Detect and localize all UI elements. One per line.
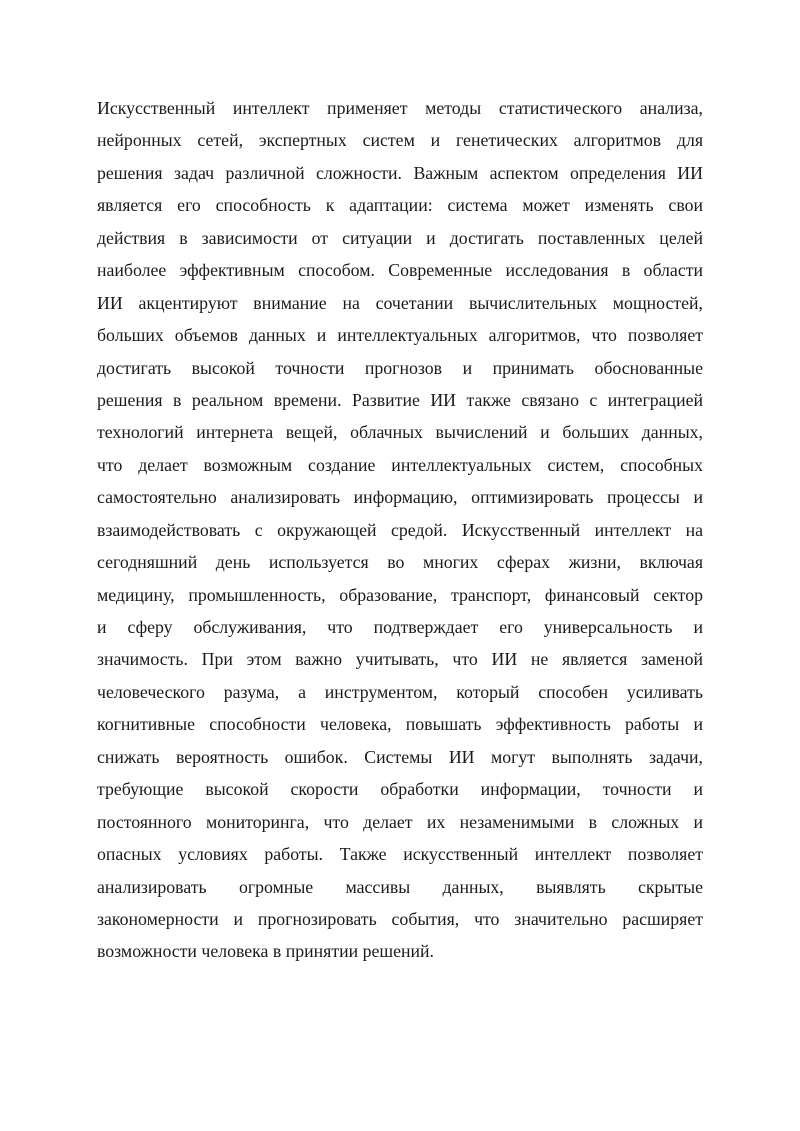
paragraph-line: Искусственный интеллект применяет методы статистического анализа,	[97, 98, 703, 118]
paragraph-line: анализировать огромные массивы данных, выявлять скрытые	[97, 876, 703, 897]
paragraph-line: что делает возможным создание интеллектуальных систем, способных	[97, 454, 703, 475]
paragraph-line: наиболее эффективным способом. Современные исследования в области	[97, 260, 703, 281]
paragraph-line: требующие высокой скорости обработки информации, точности и	[97, 779, 703, 800]
paragraph-line: самостоятельно анализировать информацию, оптимизировать процессы и	[97, 487, 703, 508]
paragraph-line: когнитивные способности человека, повышать эффективность работы и	[97, 714, 703, 735]
paragraph-line: человеческого разума, а инструментом, который способен усиливать	[97, 681, 703, 702]
paragraph-line: снижать вероятность ошибок. Системы ИИ могут выполнять задачи,	[97, 746, 703, 767]
paragraph-line: технологий интернета вещей, облачных вычислений и больших данных,	[97, 422, 703, 443]
paragraph-line: решения задач различной сложности. Важным аспектом определения ИИ	[97, 162, 703, 183]
paragraph-line: решения в реальном времени. Развитие ИИ также связано с интеграцией	[97, 389, 703, 410]
paragraph-line: действия в зависимости от ситуации и достигать поставленных целей	[97, 227, 703, 248]
paragraph-line: больших объемов данных и интеллектуальных алгоритмов, что позволяет	[97, 325, 703, 346]
paragraph-line: является его способность к адаптации: система может изменять свои	[97, 195, 703, 216]
body-paragraph	[97, 92, 703, 968]
paragraph-line: и сферу обслуживания, что подтверждает его универсальность и	[97, 617, 703, 637]
paragraph-line: значимость. При этом важно учитывать, что ИИ не является заменой	[97, 649, 703, 670]
paragraph-line: сегодняшний день используется во многих сферах жизни, включая	[97, 552, 703, 573]
paragraph-line: постоянного мониторинга, что делает их незаменимыми в сложных и	[97, 811, 703, 832]
paragraph-line: возможности человека в принятии решений.	[97, 941, 434, 962]
paragraph-line: достигать высокой точности прогнозов и принимать обоснованные	[97, 357, 703, 378]
paragraph-line: ИИ акцентируют внимание на сочетании вычислительных мощностей,	[97, 292, 703, 313]
paragraph-line: медицину, промышленность, образование, транспорт, финансовый сектор	[97, 584, 703, 605]
paragraph-line: нейронных сетей, экспертных систем и генетических алгоритмов для	[97, 130, 703, 151]
paragraph-line: закономерности и прогнозировать события, что значительно расширяет	[97, 908, 703, 929]
paragraph-line: опасных условиях работы. Также искусственный интеллект позволяет	[97, 844, 703, 865]
paragraph-line: взаимодействовать с окружающей средой. Искусственный интеллект на	[97, 519, 703, 540]
